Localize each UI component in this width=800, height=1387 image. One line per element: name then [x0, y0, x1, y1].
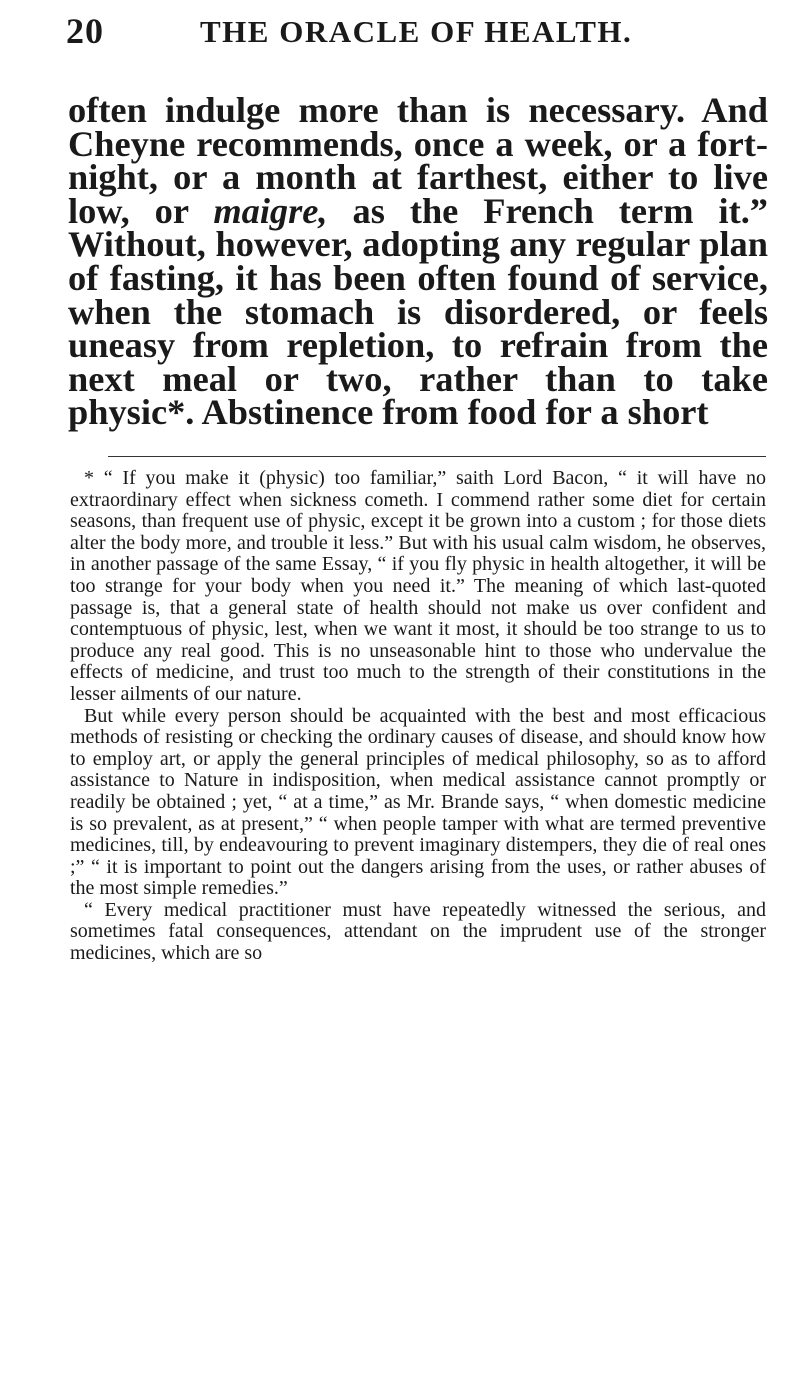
page-number: 20 — [66, 11, 104, 51]
running-head — [66, 10, 766, 60]
footnote-paragraph-1: * “ If you make it (physic) too familiar,” saith Lord Bacon, “ it will have no extraordinary effect when sickness cometh. I commend rather some diet for certain seasons, than frequent use of physic, except it be grown into a custom ; for those diets alter the body more, and trouble it less.” But with his usual calm wisdom, he observes, in another passage of the same Essay, “ if you fly physic in health altogether, it will be too strange for your body when you need it.” The meaning of which last-quoted passage is, that a general state of health should not make us over confident and contemptuous of physic, lest, when we want it most, it should be too strange to us to produce any real good. This is no unseasonable hint to those who undervalue the effects of medicine, and trust too much to the strength of their constitutions in the lesser ailments of our nature. — [70, 467, 766, 705]
footnote-divider — [108, 456, 766, 457]
body-text-part1: often indulge more than is necessary. And Cheyne recommends, once a week, or a fortnight, or a month at farthest, either to live low, or — [68, 90, 768, 231]
footnote-paragraph-2: But while every person should be acquainted with the best and most efficacious methods of resisting or checking the ordinary causes of disease, and should know how to employ art, or apply the general principles of medical philosophy, so as to afford assistance to Nature in indisposition, when medical assistance cannot promptly or readily be obtained ; yet, “ at a time,” as Mr. Brande says, “ when domestic medicine is so prevalent, as at present,” “ when people tamper with what are termed preventive medicines, till, by endeavouring to prevent imaginary distempers, they die of real ones ;” “ it is important to point out the dangers arising from the uses, or rather abuses of the most simple remedies.” — [70, 704, 766, 900]
body-text-italic: maigre, — [213, 190, 328, 231]
running-title: THE ORACLE OF HEALTH. — [200, 14, 633, 49]
main-body-text — [68, 90, 769, 433]
body-text-part2: as the French term it.” Without, however, adopting any regular plan of fasting, it has been often found of service, when the stomach is disordered, or feels uneasy from repletion, to refrain from the next meal or two, rather than to take physic*. Abstinence from food for a short — [68, 190, 769, 433]
footnote-paragraph-3: “ Every medical practitioner must have repeatedly witnessed the serious, and sometimes fatal consequences, attendant on the imprudent use of the stronger medicines, which are so — [70, 898, 766, 965]
footnote-block — [70, 468, 766, 965]
